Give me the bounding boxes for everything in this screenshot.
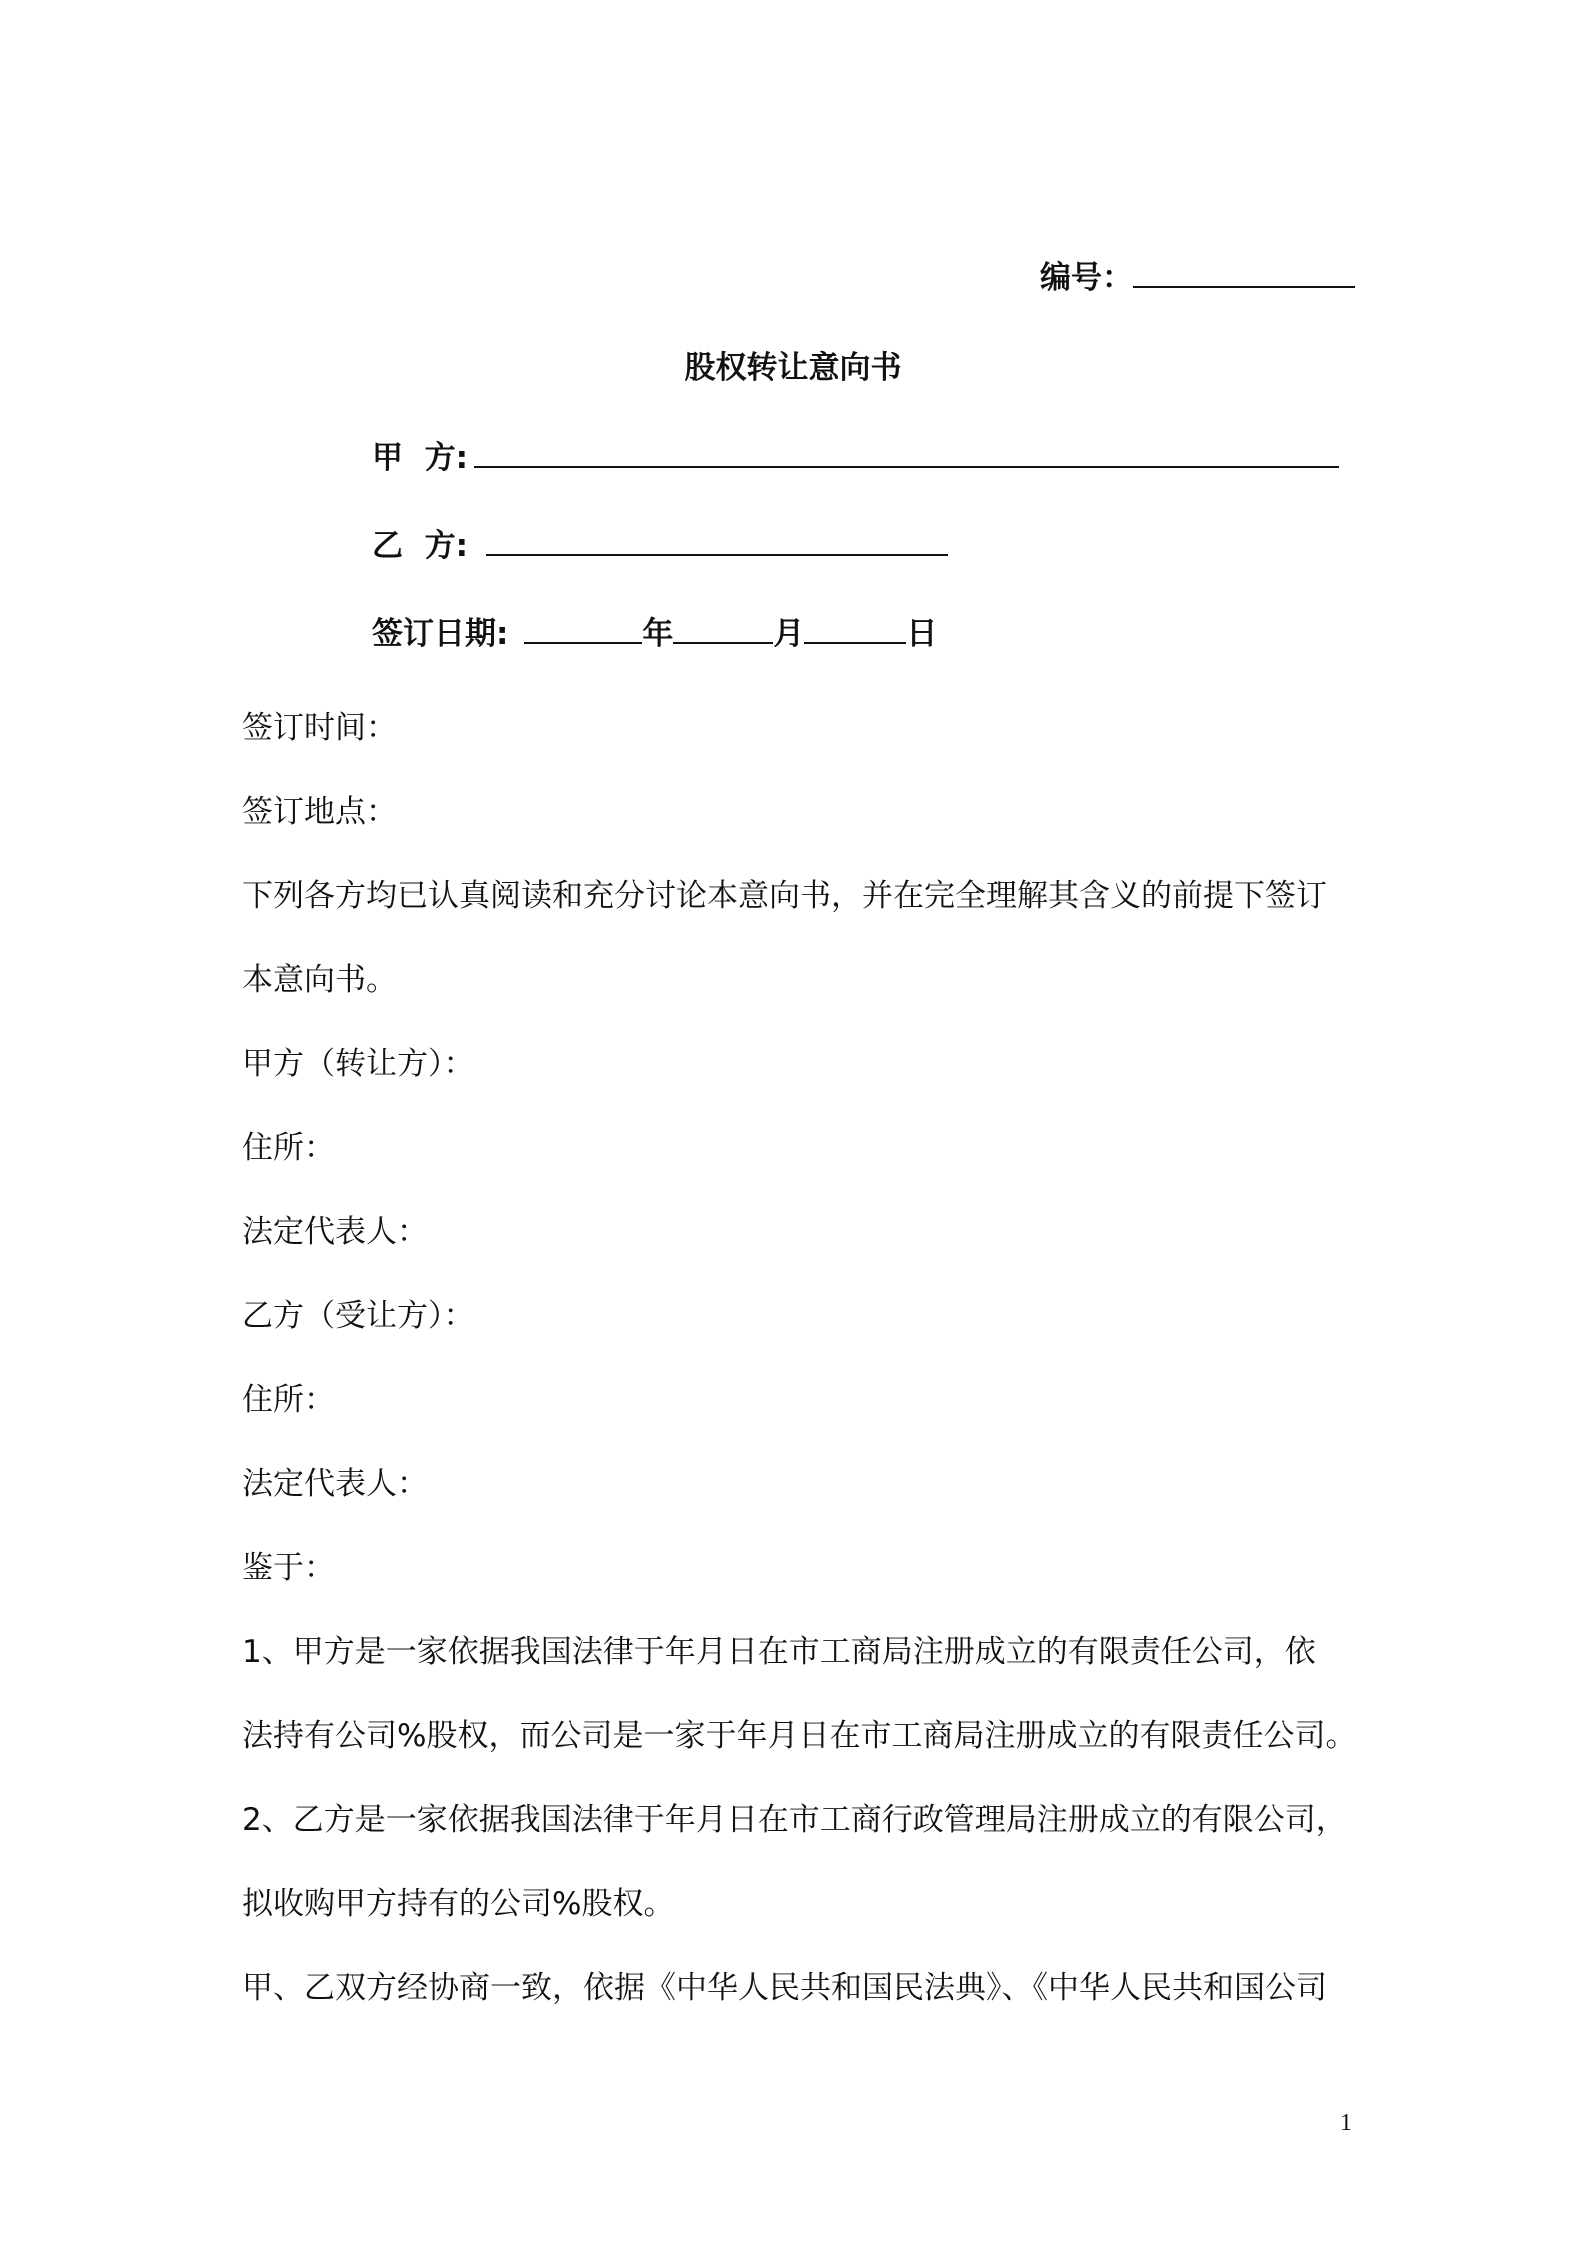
clause-2-text-a: 乙方是一家依据我国法律于年月日在市工商行政管理局注册成立的有限公司， — [292, 1802, 1347, 1838]
sign-time: 签订时间： — [242, 710, 397, 746]
month-blank — [673, 612, 773, 644]
whereas-heading: 鉴于： — [242, 1550, 335, 1586]
page-number: 1 — [1340, 2110, 1352, 2136]
day-label: 日 — [906, 616, 938, 652]
sign-place: 签订地点： — [242, 794, 397, 830]
clause-2-line-1 — [242, 1798, 1347, 1842]
year-blank — [524, 612, 642, 644]
party-b-title: 乙方（受让方）： — [242, 1298, 475, 1334]
clause-1-text-a: 甲方是一家依据我国法律于年月日在市工商局注册成立的有限责任公司，依 — [292, 1634, 1316, 1670]
document-number-blank — [1133, 256, 1355, 288]
clause-2-line-2: 拟收购甲方持有的公司%股权。 — [242, 1886, 675, 1922]
intro-line-1: 下列各方均已认真阅读和充分讨论本意向书，并在完全理解其含义的前提下签订 — [242, 878, 1327, 914]
sign-date-label: 签订日期: — [372, 616, 509, 652]
year-label: 年 — [642, 616, 674, 652]
clause-1-line-2: 法持有公司%股权，而公司是一家于年月日在市工商局注册成立的有限责任公司。 — [242, 1718, 1357, 1754]
party-b-label: 乙 方: — [372, 528, 468, 564]
closing-line: 甲、乙双方经协商一致，依据《中华人民共和国民法典》、《中华人民共和国公司 — [242, 1970, 1327, 2006]
party-a-blank — [474, 436, 1339, 468]
clause-1-number: 1、 — [242, 1634, 293, 1670]
clause-2-number: 2、 — [242, 1802, 293, 1838]
day-blank — [804, 612, 906, 644]
party-b-address: 住所： — [242, 1382, 335, 1418]
party-a-representative: 法定代表人： — [242, 1214, 428, 1250]
party-b-representative: 法定代表人： — [242, 1466, 428, 1502]
document-title: 股权转让意向书 — [684, 350, 902, 386]
party-a-address: 住所： — [242, 1130, 335, 1166]
party-b-blank — [486, 524, 948, 556]
sign-date-field — [372, 612, 937, 656]
party-a-title: 甲方（转让方）： — [242, 1046, 475, 1082]
party-a-label: 甲 方: — [372, 440, 468, 476]
party-a-field — [372, 436, 1339, 480]
document-number — [1040, 256, 1355, 300]
clause-1-line-1 — [242, 1630, 1316, 1674]
intro-line-2: 本意向书。 — [242, 962, 397, 998]
month-label: 月 — [773, 616, 805, 652]
party-b-field — [372, 524, 948, 568]
document-number-label: 编号： — [1040, 260, 1133, 296]
